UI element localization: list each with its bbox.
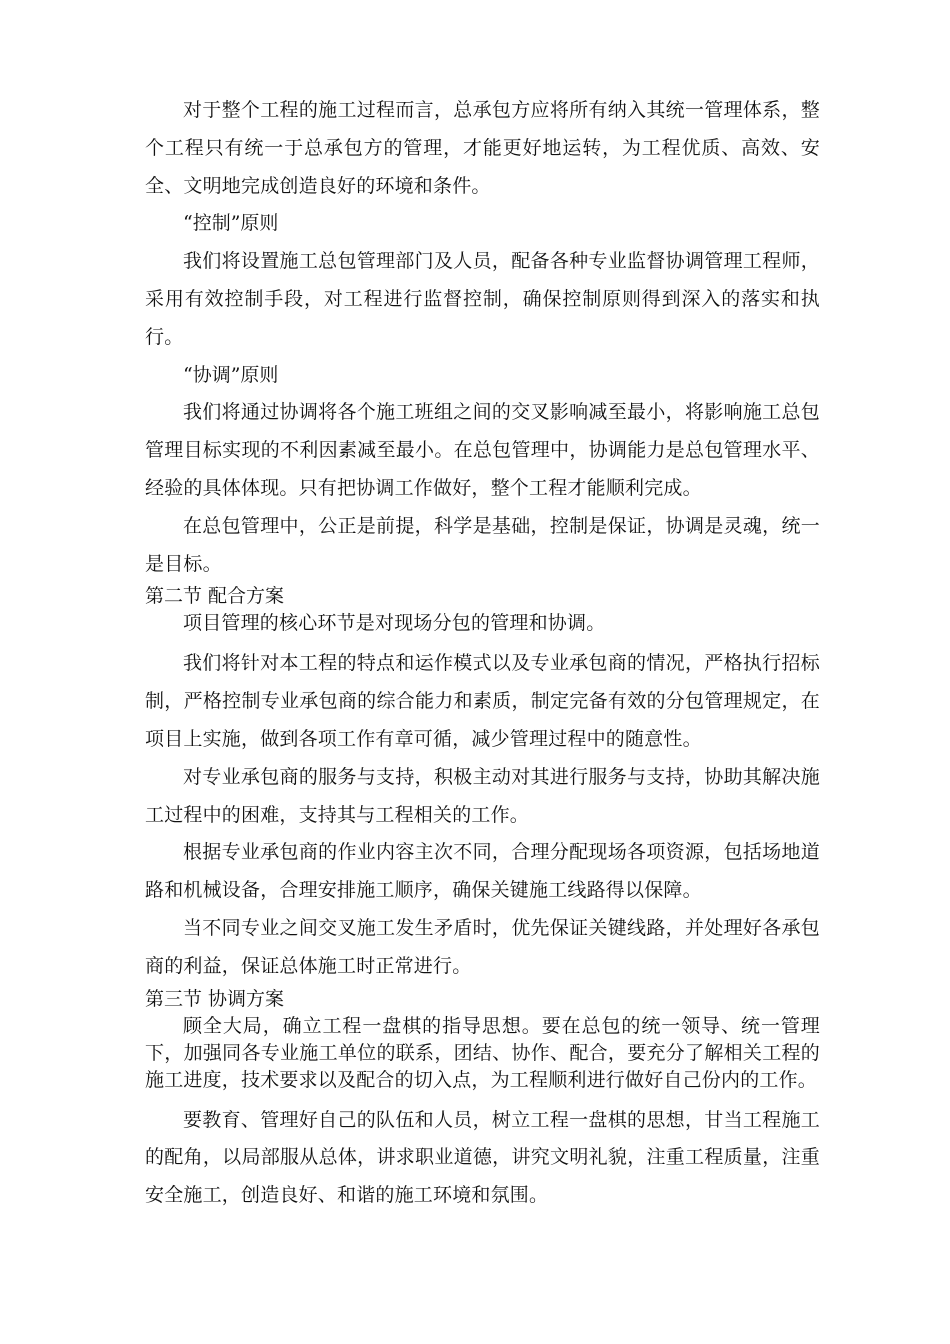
paragraph-conflict-handling: 当不同专业之间交叉施工发生矛盾时，优先保证关键线路，并处理好各承包商的利益，保证总体施工时正常进行。 [145,916,820,977]
section-heading-coordination-plan: 第三节 协调方案 [145,987,285,1010]
paragraph-overall-situation: 顾全大局，确立工程一盘棋的指导思想。要在总包的统一领导、统一管理下，加强同各专业施工单位的联系，团结、协作、配合，要充分了解相关工程的施工进度，技术要求以及配合的切入点，为工程顺利进行做好自己份内的工作。 [145,1014,820,1091]
document-body [145,92,820,1215]
paragraph-team-education: 要教育、管理好自己的队伍和人员，树立工程一盘棋的思想，甘当工程施工的配角，以局部服从总体，讲求职业道德，讲究文明礼貌，注重工程质量，注重安全施工，创造良好、和谐的施工环境和氛围。 [145,1108,820,1207]
heading-control-principle: “控制”原则 [183,212,279,235]
section-heading-cooperation-plan: 第二节 配合方案 [145,585,285,608]
paragraph-service-support: 对专业承包商的服务与支持，积极主动对其进行服务与支持，协助其解决施工过程中的困难，支持其与工程相关的工作。 [145,765,820,826]
paragraph-bidding: 我们将针对本工程的特点和运作模式以及专业承包商的情况，严格执行招标制，严格控制专业承包商的综合能力和素质，制定完备有效的分包管理规定，在项目上实施，做到各项工作有章可循，减少管理过程中的随意性。 [145,652,820,750]
paragraph-overall-management: 对于整个工程的施工过程而言，总承包方应将所有纳入其统一管理体系，整个工程只有统一于总承包方的管理，才能更好地运转，为工程优质、高效、安全、文明地完成创造良好的环境和条件。 [145,99,820,197]
paragraph-resource-allocation: 根据专业承包商的作业内容主次不同，合理分配现场各项资源，包括场地道路和机械设备，合理安排施工顺序，确保关键施工线路得以保障。 [145,841,820,902]
paragraph-control: 我们将设置施工总包管理部门及人员，配备各种专业监督协调管理工程师，采用有效控制手段，对工程进行监督控制，确保控制原则得到深入的落实和执行。 [145,250,820,348]
paragraph-core-link: 项目管理的核心环节是对现场分包的管理和协调。 [183,612,606,635]
heading-coordination-principle: “协调”原则 [183,363,279,386]
paragraph-coordination: 我们将通过协调将各个施工班组之间的交叉影响减至最小，将影响施工总包管理目标实现的不利因素减至最小。在总包管理中，协调能力是总包管理水平、经验的具体体现。只有把协调工作做好，整个工程才能顺利完成。 [145,401,820,499]
paragraph-summary: 在总包管理中，公正是前提，科学是基础，控制是保证，协调是灵魂，统一是目标。 [145,514,820,575]
